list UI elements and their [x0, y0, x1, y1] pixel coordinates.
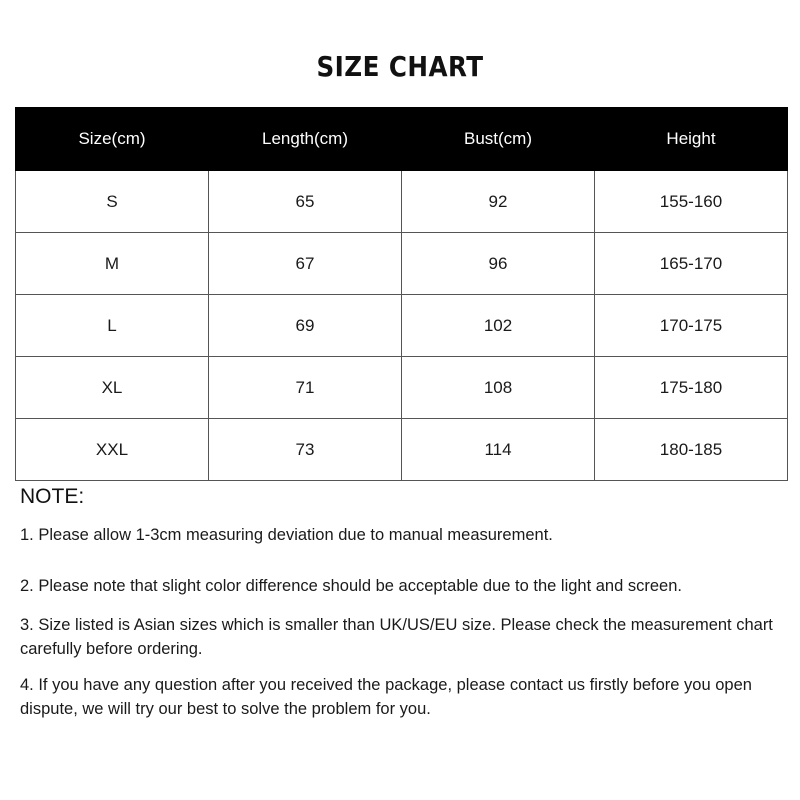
note-item: 4. If you have any question after you received the package, please contact us firstly before you open dispute, we will try our best to solve the problem for you. — [20, 676, 752, 718]
cell-bust: 102 — [402, 295, 595, 357]
table-row — [16, 419, 788, 481]
column-header-size: Size(cm) — [16, 108, 209, 171]
note-item: 2. Please note that slight color difference should be acceptable due to the light and screen. — [20, 577, 682, 595]
note-item: 3. Size listed is Asian sizes which is smaller than UK/US/EU size. Please check the measurement chart carefully before ordering. — [20, 616, 773, 658]
column-header-length: Length(cm) — [209, 108, 402, 171]
cell-height: 165-170 — [595, 233, 788, 295]
cell-height: 170-175 — [595, 295, 788, 357]
column-header-bust: Bust(cm) — [402, 108, 595, 171]
size-table — [15, 107, 788, 481]
notes-heading: NOTE: — [20, 485, 85, 508]
table-row — [16, 233, 788, 295]
notes-section — [20, 483, 790, 721]
table-row — [16, 171, 788, 233]
cell-length: 73 — [209, 419, 402, 481]
cell-size: XXL — [16, 419, 209, 481]
note-item: 1. Please allow 1-3cm measuring deviation due to manual measurement. — [20, 526, 553, 544]
cell-bust: 92 — [402, 171, 595, 233]
cell-size: M — [16, 233, 209, 295]
cell-bust: 114 — [402, 419, 595, 481]
cell-size: XL — [16, 357, 209, 419]
cell-height: 155-160 — [595, 171, 788, 233]
cell-length: 71 — [209, 357, 402, 419]
cell-height: 180-185 — [595, 419, 788, 481]
table-row — [16, 295, 788, 357]
cell-length: 67 — [209, 233, 402, 295]
cell-size: L — [16, 295, 209, 357]
column-header-height: Height — [595, 108, 788, 171]
page-title: SIZE CHART — [316, 50, 484, 83]
cell-size: S — [16, 171, 209, 233]
cell-bust: 96 — [402, 233, 595, 295]
cell-length: 69 — [209, 295, 402, 357]
cell-height: 175-180 — [595, 357, 788, 419]
cell-length: 65 — [209, 171, 402, 233]
table-row — [16, 357, 788, 419]
cell-bust: 108 — [402, 357, 595, 419]
table-header-row — [16, 108, 788, 171]
